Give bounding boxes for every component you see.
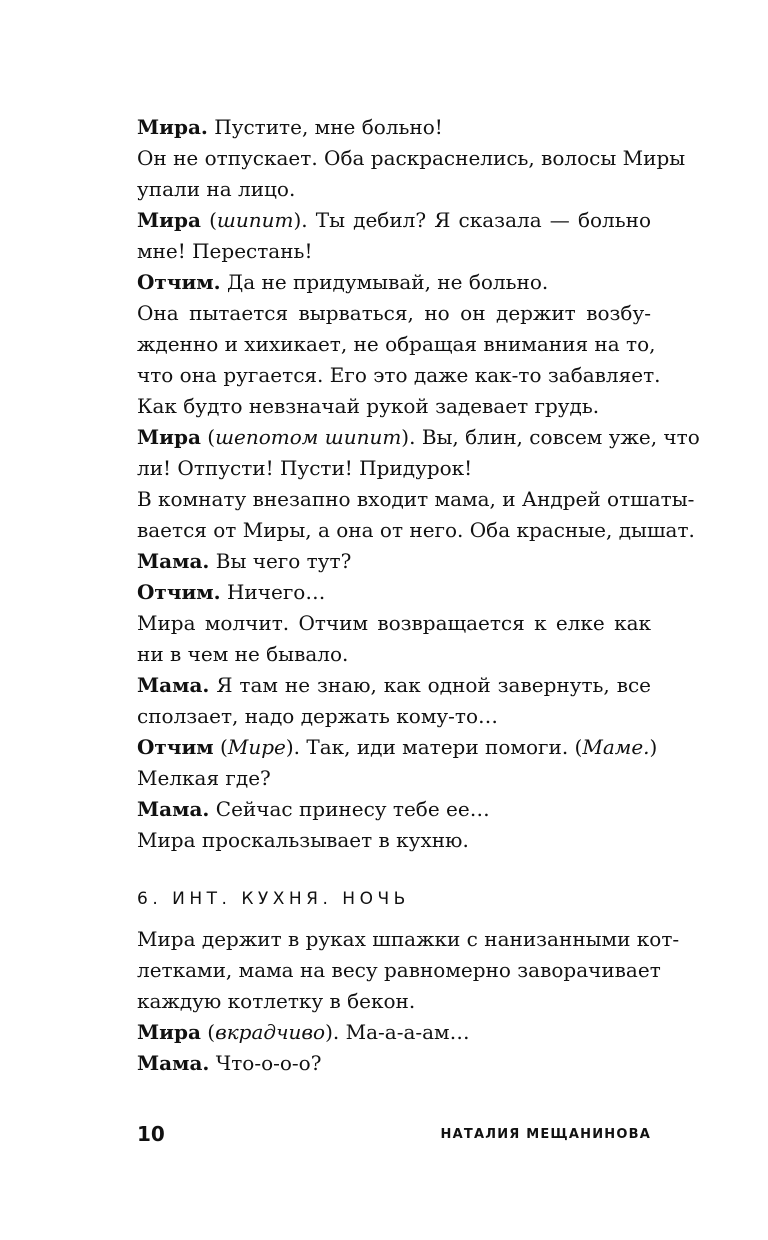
stage-direction: шепотом шипит bbox=[215, 425, 402, 449]
dialogue-text: ). Вы, блин, совсем уже, что bbox=[401, 425, 700, 449]
dialogue-line bbox=[137, 732, 658, 763]
dialogue-line bbox=[137, 267, 651, 298]
speaker-name: Мира bbox=[137, 425, 201, 449]
paren-open: ( bbox=[200, 208, 217, 232]
speaker-name: Отчим. bbox=[137, 580, 221, 604]
dialogue-line bbox=[137, 1048, 651, 1079]
dialogue-text: Пустите, мне больно! bbox=[207, 115, 443, 139]
stage-direction: вкрадчиво bbox=[215, 1020, 326, 1044]
dialogue-line bbox=[137, 546, 651, 577]
action-line: В комнату внезапно входит мама, и Андрей отшаты- bbox=[137, 487, 695, 511]
action-line: Мира молчит. Отчим возвращается к елке как bbox=[137, 611, 651, 635]
dialogue-line: сползает, надо держать кому-то… bbox=[137, 704, 499, 728]
author-name: НАТАЛИЯ МЕЩАНИНОВА bbox=[440, 1127, 651, 1142]
dialogue-line bbox=[137, 794, 651, 825]
speaker-name: Отчим bbox=[137, 735, 214, 759]
action-line: вается от Миры, а она от него. Оба красные, дышат. bbox=[137, 518, 695, 542]
paren-close: ) bbox=[649, 735, 658, 759]
speaker-name: Мама. bbox=[137, 1051, 210, 1075]
paren-open: ( bbox=[213, 735, 228, 759]
dialogue-line bbox=[137, 1017, 651, 1048]
speaker-name: Мира. bbox=[137, 115, 208, 139]
action-line: ни в чем не бывало. bbox=[137, 642, 349, 666]
dialogue-line bbox=[137, 112, 651, 143]
action-line: Мира проскальзывает в кухню. bbox=[137, 828, 469, 852]
paren-open: ( bbox=[200, 1020, 216, 1044]
page-number: 10 bbox=[137, 1122, 165, 1146]
dialogue-text: Да не придумывай, не больно. bbox=[220, 270, 549, 294]
screenplay-text bbox=[137, 112, 700, 1079]
action-line: Он не отпускает. Оба раскраснелись, волосы Миры bbox=[137, 146, 686, 170]
dialogue-line bbox=[137, 577, 651, 608]
speaker-name: Мира bbox=[137, 1020, 201, 1044]
speaker-name: Мама. bbox=[137, 549, 210, 573]
stage-direction: шипит bbox=[216, 208, 294, 232]
dialogue-line: мне! Перестань! bbox=[137, 239, 313, 263]
speaker-name: Мира bbox=[137, 208, 201, 232]
dialogue-line bbox=[137, 422, 700, 453]
dialogue-line: ли! Отпусти! Пусти! Придурок! bbox=[137, 456, 473, 480]
stage-direction: Маме. bbox=[582, 735, 650, 759]
dialogue-line bbox=[137, 670, 651, 701]
dialogue-text: Что-о-о-о? bbox=[209, 1051, 322, 1075]
action-line: упали на лицо. bbox=[137, 177, 296, 201]
dialogue-text: Вы чего тут? bbox=[209, 549, 352, 573]
action-line: Мира держит в руках шпажки с нанизанными кот- bbox=[137, 927, 680, 951]
action-line: летками, мама на весу равномерно заворачивает bbox=[137, 958, 661, 982]
action-line: каждую котлетку в бекон. bbox=[137, 989, 416, 1013]
scene-heading: 6. ИНТ. КУХНЯ. НОЧЬ bbox=[137, 889, 410, 909]
dialogue-text: ). Ты дебил? Я сказала — больно bbox=[293, 208, 651, 232]
speaker-name: Мама. bbox=[137, 797, 210, 821]
page-footer bbox=[137, 1120, 651, 1150]
action-line: Она пытается вырваться, но он держит возбу- bbox=[137, 301, 651, 325]
dialogue-line: Мелкая где? bbox=[137, 766, 271, 790]
action-line: Как будто невзначай рукой задевает грудь. bbox=[137, 394, 600, 418]
action-line: что она ругается. Его это даже как-то забавляет. bbox=[137, 363, 661, 387]
speaker-name: Мама. bbox=[137, 673, 210, 697]
dialogue-text: ). Так, иди матери помоги. ( bbox=[285, 735, 583, 759]
dialogue-text: ). Ма-а-а-ам… bbox=[325, 1020, 470, 1044]
stage-direction: Мире bbox=[227, 735, 286, 759]
dialogue-text: Сейчас принесу тебе ее… bbox=[209, 797, 490, 821]
paren-open: ( bbox=[200, 425, 216, 449]
speaker-name: Отчим. bbox=[137, 270, 221, 294]
dialogue-text: Ничего… bbox=[220, 580, 326, 604]
dialogue-line bbox=[137, 205, 651, 236]
action-line: жденно и хихикает, не обращая внимания на то, bbox=[137, 332, 656, 356]
dialogue-text: Я там не знаю, как одной завернуть, все bbox=[209, 673, 651, 697]
